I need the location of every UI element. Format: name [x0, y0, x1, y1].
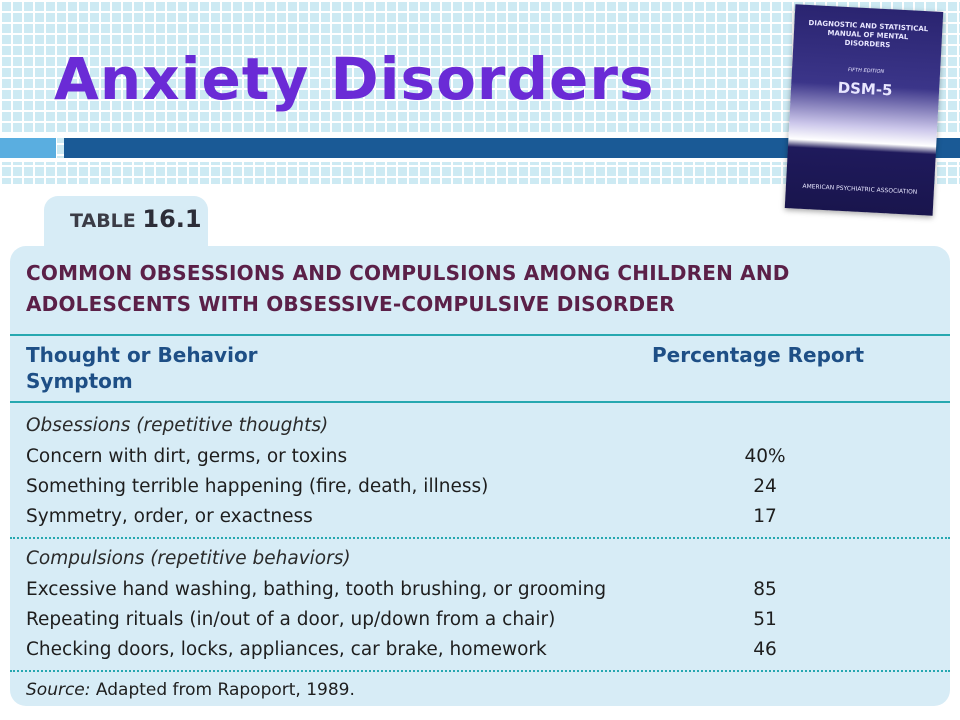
book-short-title: DSM-5	[837, 78, 893, 100]
table-row-label: Repeating rituals (in/out of a door, up/down from a chair)	[26, 609, 556, 630]
table-source	[26, 680, 355, 700]
table-tab-bridge	[44, 236, 208, 256]
table-row-label: Checking doors, locks, appliances, car brake, homework	[26, 639, 547, 660]
header-rule-bottom	[10, 401, 950, 403]
source-text: Adapted from Rapoport, 1989.	[90, 680, 355, 700]
table-number-label	[70, 205, 202, 233]
table-row-value: 17	[753, 506, 777, 527]
section-heading-obsessions: Obsessions (repetitive thoughts)	[26, 415, 329, 436]
table-row-value: 24	[753, 476, 777, 497]
slide-title: Anxiety Disorders	[54, 45, 655, 113]
book-edition: FIFTH EDITION	[847, 67, 885, 75]
accent-bar-left	[0, 138, 56, 158]
table-number: 16.1	[142, 205, 202, 233]
table-row-value: 40%	[744, 446, 786, 467]
table-row-label: Excessive hand washing, bathing, tooth brushing, or grooming	[26, 579, 607, 600]
section-heading-compulsions: Compulsions (repetitive behaviors)	[26, 548, 351, 569]
header-rule-top	[10, 334, 950, 336]
table-row-value: 51	[753, 609, 777, 630]
table-row-label: Symmetry, order, or exactness	[26, 506, 313, 527]
book-title: DIAGNOSTIC AND STATISTICAL MANUAL OF MENTAL DISORDERS	[808, 18, 929, 50]
column-header-percentage: Percentage Report	[652, 343, 865, 367]
section-divider	[10, 537, 950, 539]
dsm5-book-cover-image	[785, 4, 943, 215]
column-header-symptom: Thought or Behavior Symptom	[26, 343, 258, 393]
table-row-value: 85	[753, 579, 777, 600]
table-prefix: TABLE	[70, 210, 136, 232]
source-label: Source:	[26, 680, 91, 700]
table-row-label: Concern with dirt, germs, or toxins	[26, 446, 348, 467]
footer-divider	[10, 670, 950, 672]
book-publisher: AMERICAN PSYCHIATRIC ASSOCIATION	[802, 182, 918, 196]
table-row-label: Something terrible happening (fire, death, illness)	[26, 476, 489, 497]
table-row-value: 46	[753, 639, 777, 660]
table-caption: COMMON OBSESSIONS AND COMPULSIONS AMONG CHILDREN AND ADOLESCENTS WITH OBSESSIVE-COMPULSIVE DISORDER	[26, 261, 790, 316]
